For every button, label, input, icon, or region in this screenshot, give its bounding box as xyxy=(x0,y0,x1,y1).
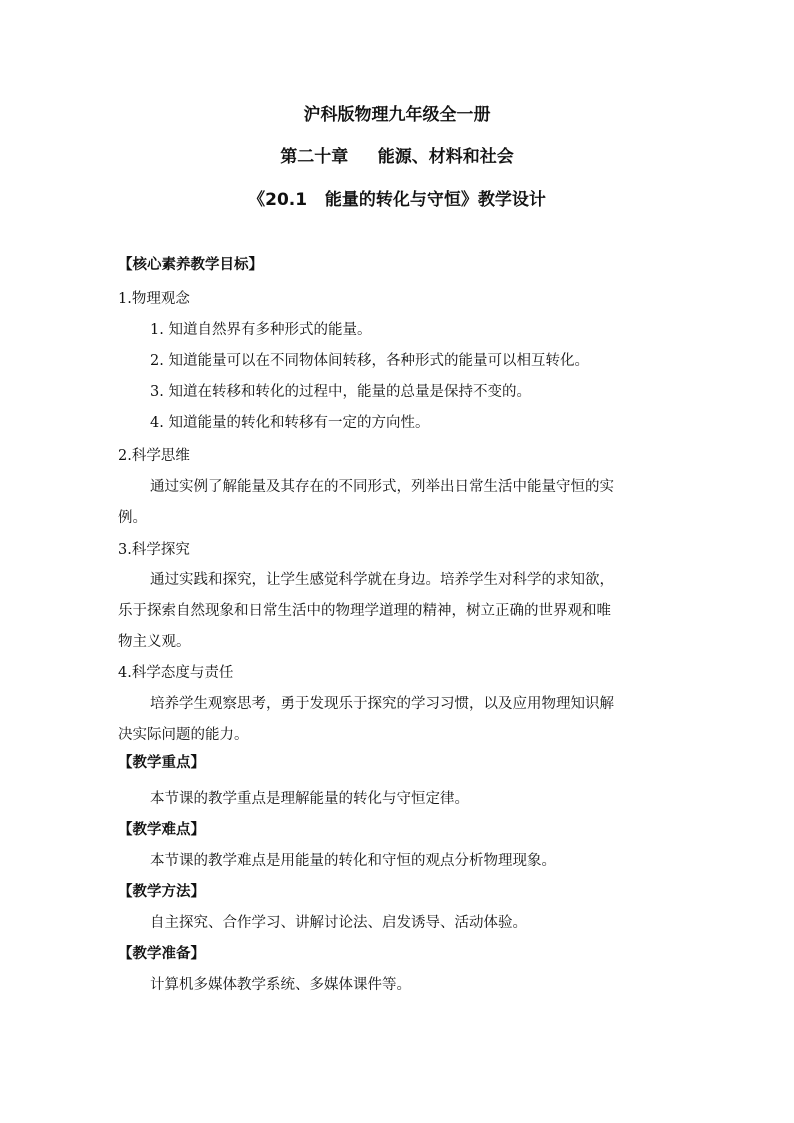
keypoint-text: 本节课的教学重点是理解能量的转化与守恒定律。 xyxy=(150,791,469,807)
attitude-text-cont: 决实际问题的能力。 xyxy=(118,727,249,743)
inquiry-text-cont: 乐于探索自然现象和日常生活中的物理学道理的精神，树立正确的世界观和唯 xyxy=(118,603,611,619)
concept-item: 4. 知道能量的转化和转移有一定的方向性。 xyxy=(150,415,430,431)
thinking-heading: 2.科学思维 xyxy=(118,448,190,464)
chapter-title: 第二十章 能源、材料和社会 xyxy=(280,147,514,167)
lesson-title: 《20.1 能量的转化与守恒》教学设计 xyxy=(248,190,546,210)
attitude-text: 培养学生观察思考，勇于发现乐于探究的学习习惯，以及应用物理知识解 xyxy=(150,696,614,712)
concept-heading: 1.物理观念 xyxy=(118,291,190,307)
keypoint-heading: 【教学重点】 xyxy=(118,755,205,771)
prep-text: 计算机多媒体教学系统、多媒体课件等。 xyxy=(150,977,411,993)
inquiry-heading: 3.科学探究 xyxy=(118,542,190,558)
difficulty-text: 本节课的教学难点是用能量的转化和守恒的观点分析物理现象。 xyxy=(150,853,556,869)
method-text: 自主探究、合作学习、讲解讨论法、启发诱导、活动体验。 xyxy=(150,915,527,931)
difficulty-heading: 【教学难点】 xyxy=(118,822,205,838)
goals-heading: 【核心素养教学目标】 xyxy=(118,257,263,273)
thinking-text-cont: 例。 xyxy=(118,510,147,526)
inquiry-text-cont: 物主义观。 xyxy=(118,634,191,650)
concept-item: 3. 知道在转移和转化的过程中，能量的总量是保持不变的。 xyxy=(150,384,531,400)
concept-item: 1. 知道自然界有多种形式的能量。 xyxy=(150,322,372,338)
concept-item: 2. 知道能量可以在不同物体间转移，各种形式的能量可以相互转化。 xyxy=(150,353,589,369)
method-heading: 【教学方法】 xyxy=(118,884,205,900)
thinking-text: 通过实例了解能量及其存在的不同形式，列举出日常生活中能量守恒的实 xyxy=(150,479,614,495)
book-title: 沪科版物理九年级全一册 xyxy=(303,105,491,125)
inquiry-text: 通过实践和探究，让学生感觉科学就在身边。培养学生对科学的求知欲， xyxy=(150,572,614,588)
prep-heading: 【教学准备】 xyxy=(118,946,205,962)
attitude-heading: 4.科学态度与责任 xyxy=(118,665,234,681)
